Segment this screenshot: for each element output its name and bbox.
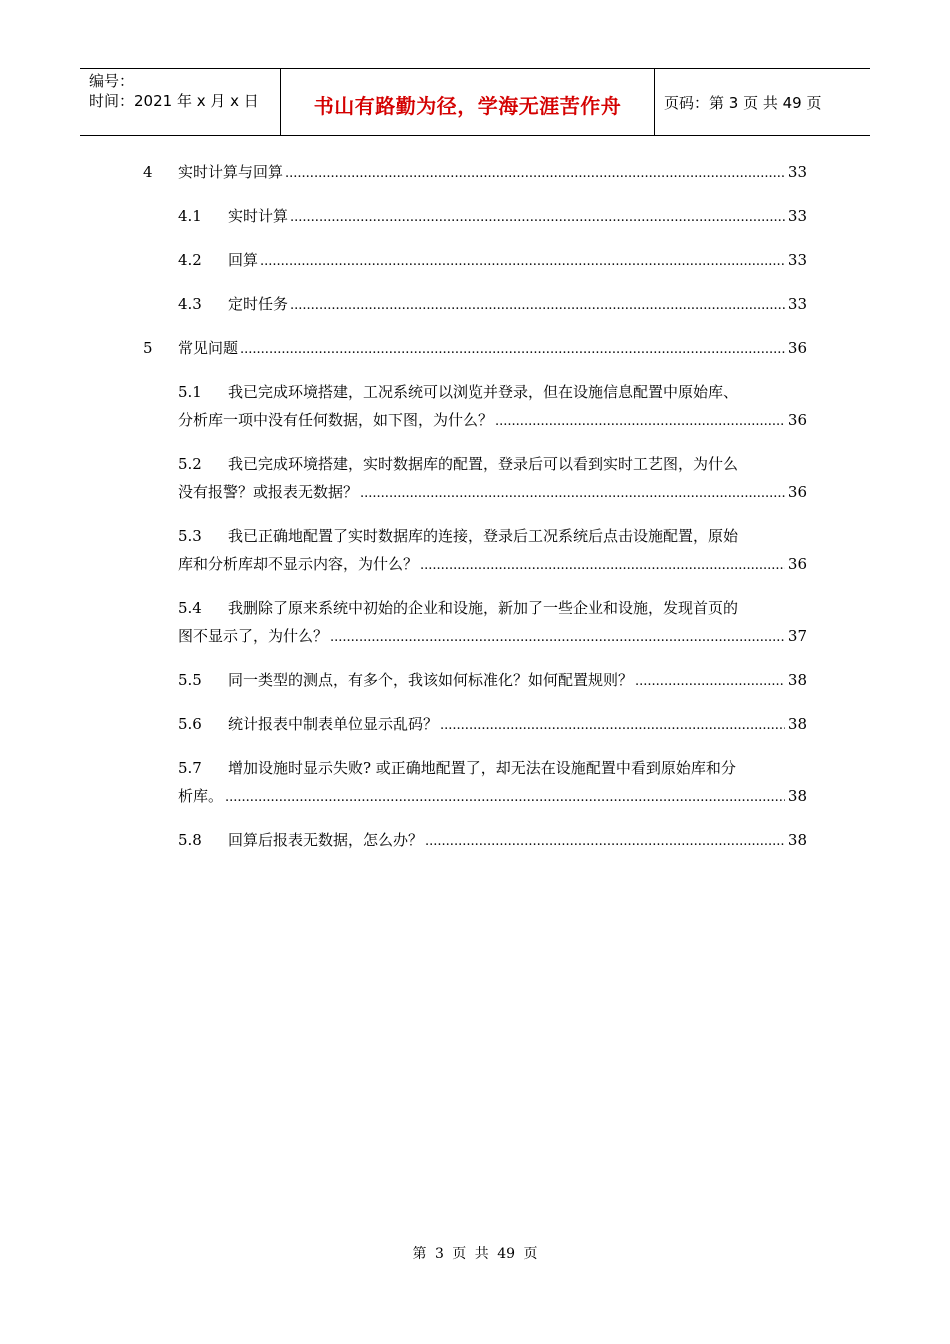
- toc-page-number: 33: [787, 295, 807, 313]
- toc-dot-leader: [425, 826, 785, 856]
- toc-entry[interactable]: [143, 594, 807, 650]
- toc-entry-number: 5.8: [178, 831, 202, 849]
- toc-entry-number: 5.3: [178, 527, 202, 545]
- toc-entry[interactable]: [143, 378, 807, 434]
- toc-entry-number: 5.1: [178, 383, 202, 401]
- toc-entry[interactable]: [143, 826, 807, 854]
- toc-entry-title: 我已完成环境搭建，实时数据库的配置，登录后可以看到实时工艺图，为什么: [228, 455, 739, 473]
- toc-entry-number: 4.3: [178, 295, 202, 313]
- toc-page-number: 38: [787, 715, 807, 733]
- toc-entry[interactable]: [143, 666, 807, 694]
- toc-entry-title: 实时计算: [228, 207, 289, 225]
- toc-entry-number: 5.4: [178, 599, 202, 617]
- toc-page-number: 36: [787, 483, 807, 501]
- toc-page-number: 38: [787, 671, 807, 689]
- toc-entry-title: 回算后报表无数据，怎么办？: [228, 831, 424, 849]
- toc-dot-leader: [420, 550, 785, 580]
- toc-entry-title: 没有报警？或报表无数据？: [178, 483, 359, 501]
- toc-dot-leader: [635, 666, 785, 696]
- toc-entry[interactable]: [143, 522, 807, 578]
- toc-entry[interactable]: [143, 158, 807, 186]
- header-page-info: 页码：第 3 页 共 49 页: [664, 93, 822, 112]
- toc-entry-title: 统计报表中制表单位显示乱码？: [228, 715, 439, 733]
- toc-entry-title: 同一类型的测点，有多个，我该如何标准化？如何配置规则？: [228, 671, 634, 689]
- toc-entry-title: 常见问题: [178, 339, 239, 357]
- toc-entry-number: 4.1: [178, 207, 202, 225]
- toc-entry-title: 析库。: [178, 787, 224, 805]
- toc-entry[interactable]: [143, 754, 807, 810]
- toc-entry[interactable]: [143, 202, 807, 230]
- toc-entry-number: 5.6: [178, 715, 202, 733]
- toc-entry-number: 5.5: [178, 671, 202, 689]
- toc-entry-title: 我已正确地配置了实时数据库的连接，登录后工况系统后点击设施配置，原始: [228, 527, 739, 545]
- toc-entry-title: 定时任务: [228, 295, 289, 313]
- toc-entry[interactable]: [143, 290, 807, 318]
- toc-dot-leader: [290, 202, 785, 232]
- toc-entry-title: 实时计算与回算: [178, 163, 284, 181]
- toc-entry-number: 4.2: [178, 251, 202, 269]
- toc-entry-title: 回算: [228, 251, 259, 269]
- toc-entry-title: 我已完成环境搭建，工况系统可以浏览并登录，但在设施信息配置中原始库、: [228, 383, 739, 401]
- toc-dot-leader: [240, 334, 785, 364]
- toc-entry[interactable]: [143, 710, 807, 738]
- toc-page-number: 36: [787, 555, 807, 573]
- toc-entry-title: 图不显示了，为什么？: [178, 627, 329, 645]
- toc-dot-leader: [495, 406, 785, 436]
- toc-page-number: 38: [787, 787, 807, 805]
- toc-dot-leader: [260, 246, 785, 276]
- serial-label: 编号：: [89, 72, 135, 90]
- toc-entry-title: 库和分析库却不显示内容，为什么？: [178, 555, 419, 573]
- toc-dot-leader: [440, 710, 785, 740]
- toc-page-number: 37: [787, 627, 807, 645]
- toc-page-number: 38: [787, 831, 807, 849]
- toc-entry[interactable]: [143, 334, 807, 362]
- toc-entry-number: 5.7: [178, 759, 202, 777]
- toc-page-number: 36: [787, 339, 807, 357]
- header-motto: 书山有路勤为径，学海无涯苦作舟: [313, 93, 622, 118]
- toc-dot-leader: [360, 478, 785, 508]
- toc-entry-title: 分析库一项中没有任何数据，如下图，为什么？: [178, 411, 494, 429]
- toc-entry-number: 5.2: [178, 455, 202, 473]
- page-footer: 第 3 页 共 49 页: [412, 1246, 538, 1262]
- date-label: 时间：2021 年 x 月 x 日: [89, 92, 259, 110]
- toc-entry-title: 增加设施时显示失败? 或正确地配置了，却无法在设施配置中看到原始库和分: [228, 759, 736, 777]
- toc-dot-leader: [290, 290, 785, 320]
- toc-page-number: 33: [787, 207, 807, 225]
- header-motto-cell: [281, 69, 655, 135]
- toc-dot-leader: [285, 158, 785, 188]
- toc-entry[interactable]: [143, 450, 807, 506]
- toc-page-number: 36: [787, 411, 807, 429]
- toc-entry-title: 我删除了原来系统中初始的企业和设施，新加了一些企业和设施，发现首页的: [228, 599, 739, 617]
- toc-entry-number: 4: [143, 163, 153, 181]
- toc-dot-leader: [225, 782, 785, 812]
- toc-page-number: 33: [787, 251, 807, 269]
- toc-entry[interactable]: [143, 246, 807, 274]
- toc-dot-leader: [330, 622, 785, 652]
- header-meta: [80, 69, 281, 135]
- page-header: [80, 68, 870, 136]
- toc-entry-number: 5: [143, 339, 153, 357]
- toc-page-number: 33: [787, 163, 807, 181]
